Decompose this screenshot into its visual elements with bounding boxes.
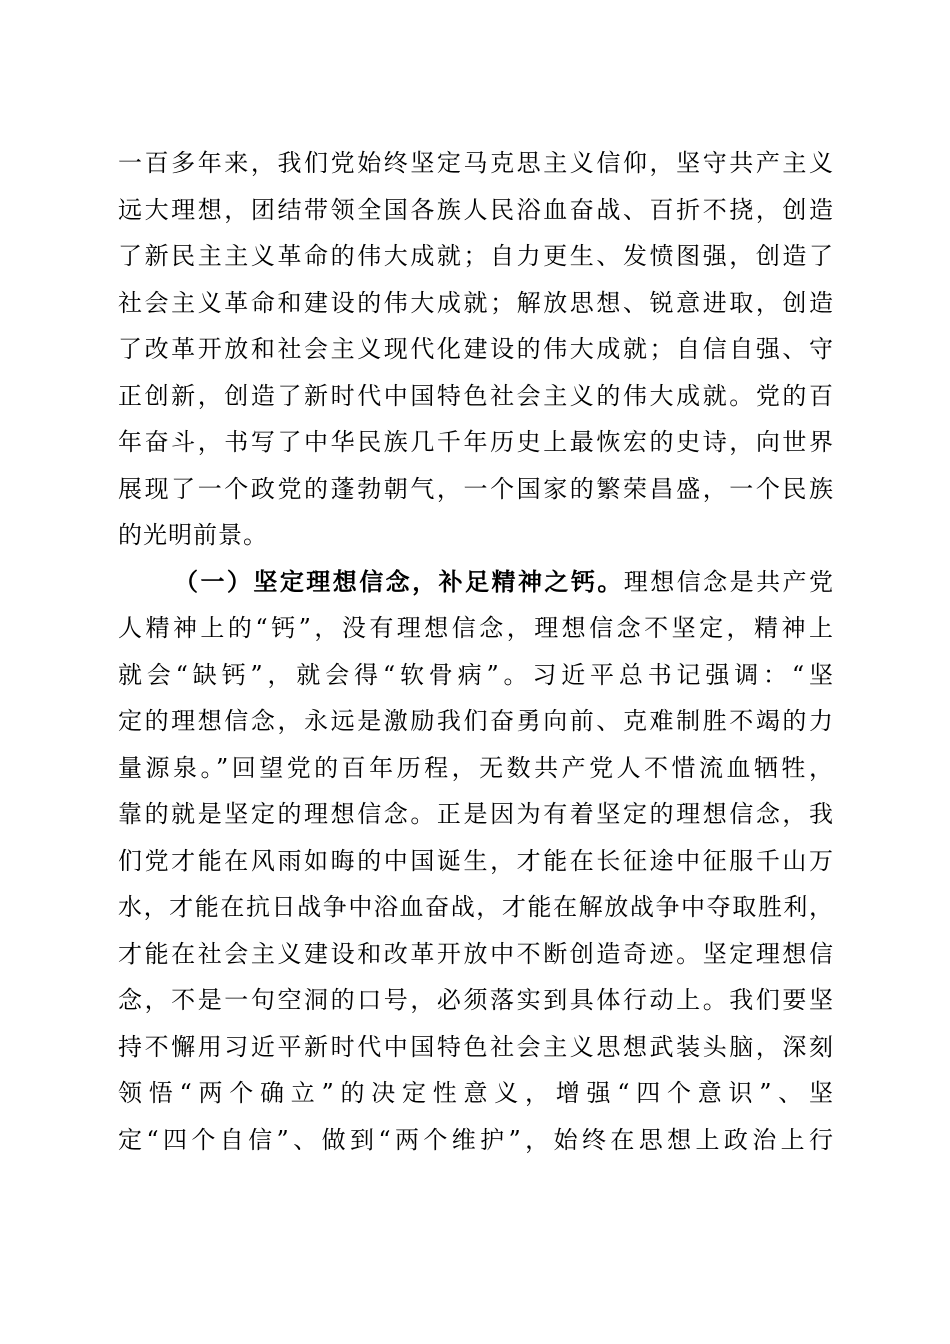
- text-line: 们党才能在风雨如晦的中国诞生，才能在长征途中征服千山万: [118, 846, 834, 875]
- text-line: 年奋斗，书写了中华民族几千年历史上最恢宏的史诗，向世界: [118, 428, 834, 456]
- paragraph-1: [118, 140, 834, 559]
- text-line: 了新民主主义革命的伟大成就；自力更生、发愤图强，创造了: [118, 242, 834, 270]
- section-heading: （一）坚定理想信念，补足精神之钙。: [174, 566, 624, 596]
- text-line: 正创新，创造了新时代中国特色社会主义的伟大成就。党的百: [118, 381, 834, 410]
- text-line: 一百多年来，我们党始终坚定马克思主义信仰，坚守共产主义: [118, 149, 834, 177]
- text-line: 念，不是一句空洞的口号，必须落实到具体行动上。我们要坚: [118, 986, 834, 1014]
- text-line: 水，才能在抗日战争中浴血奋战，才能在解放战争中夺取胜利，: [118, 893, 834, 921]
- text-line: 才能在社会主义建设和改革开放中不断创造奇迹。坚定理想信: [118, 939, 834, 968]
- text-line: 定“四个自信”、做到“两个维护”，始终在思想上政治上行: [118, 1125, 834, 1154]
- text-run: 理想信念是共产党: [623, 567, 835, 596]
- document-body: [118, 140, 834, 1163]
- text-line: 的光明前景。: [118, 521, 268, 549]
- text-line: 量源泉。”回望党的百年历程，无数共产党人不惜流血牺牲，: [118, 753, 834, 782]
- text-line: 领悟“两个确立”的决定性意义，增强“四个意识”、坚: [118, 1079, 834, 1107]
- text-line: 远大理想，团结带领全国各族人民浴血奋战、百折不挠，创造: [118, 195, 834, 224]
- text-line: 人精神上的“钙”，没有理想信念，理想信念不坚定，精神上: [118, 614, 834, 642]
- text-line: 就会“缺钙”，就会得“软骨病”。习近平总书记强调：“坚: [118, 660, 834, 689]
- text-line: 了改革开放和社会主义现代化建设的伟大成就；自信自强、守: [118, 335, 834, 363]
- text-line: 持不懈用习近平新时代中国特色社会主义思想武装头脑，深刻: [118, 1032, 834, 1061]
- text-line: 社会主义革命和建设的伟大成就；解放思想、锐意进取，创造: [118, 288, 834, 317]
- paragraph-2: [118, 559, 834, 1164]
- text-line: 展现了一个政党的蓬勃朝气，一个国家的繁荣昌盛，一个民族: [118, 474, 834, 503]
- text-line-first: [118, 559, 834, 606]
- text-line: 定的理想信念，永远是激励我们奋勇向前、克难制胜不竭的力: [118, 707, 834, 735]
- text-line: 靠的就是坚定的理想信念。正是因为有着坚定的理想信念，我: [118, 800, 834, 828]
